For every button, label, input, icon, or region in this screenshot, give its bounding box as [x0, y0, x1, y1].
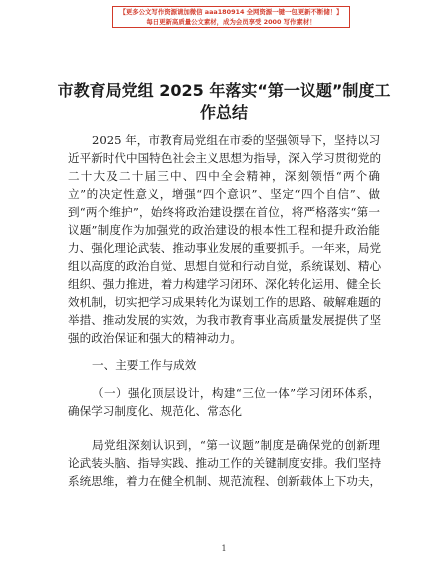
- paragraph-line: 到“两个维护”，始终将政治建设摆在首位，将严格落实“第一: [68, 205, 380, 219]
- paragraph-line: 议题”制度作为加强党的政治建设的根本性工程和提升政治能: [68, 223, 380, 237]
- paragraph-line: 二十大及二十届三中、四中全会精神，深刻领悟“两个确: [68, 169, 380, 183]
- paragraph-line: 举措、推动发展的实效，为我市教育事业高质量发展提供了坚: [68, 313, 382, 327]
- document-title-line-2: 作总结: [199, 103, 248, 122]
- paragraph-line: 组以高度的政治自觉、思想自觉和行动自觉，系统谋划、精心: [68, 259, 382, 273]
- section-heading: 一、主要工作与成效: [92, 358, 197, 372]
- promo-banner: [112, 6, 350, 28]
- paragraph-line: 2025 年，市教育局党组在市委的坚强领导下，坚持以习: [92, 133, 381, 147]
- subsection-heading-line: 确保学习制度化、规范化、常态化: [68, 404, 242, 418]
- paragraph-line: 组织、强力推进，着力构建学习闭环、深化转化运用、健全长: [68, 277, 382, 291]
- paragraph-line: 强的政治保证和强大的精神动力。: [68, 331, 242, 345]
- paragraph-line: 立”的决定性意义，增强“四个意识”、坚定“四个自信”、做: [68, 187, 380, 201]
- subsection-heading-line: （一）强化顶层设计，构建“三位一体”学习闭环体系，: [92, 386, 380, 400]
- paragraph-line: 系统思维，着力在健全机制、规范流程、创新载体上下功夫，: [68, 474, 382, 488]
- paragraph-line: 论武装头脑、指导实践、推动工作的关键制度安排。我们坚持: [68, 456, 382, 470]
- page-number: 1: [221, 544, 227, 553]
- paragraph-line: 力、强化理论武装、推动事业发展的重要抓手。一年来，局党: [68, 241, 382, 255]
- paragraph-line: 近平新时代中国特色社会主义思想为指导，深入学习贯彻党的: [68, 151, 382, 165]
- document-title-line-1: 市教育局党组 2025 年落实“第一议题”制度工: [57, 81, 391, 100]
- promo-line-2: 每日更新高质量公文素材，成为会员享受 2000 写作素材！: [146, 18, 316, 26]
- promo-line-1: 【更多公文写作资源请加微信 aaa180914 全网资源一键一包更新不断储！】: [119, 8, 343, 16]
- paragraph-line: 局党组深刻认识到，“第一议题”制度是确保党的创新理: [92, 438, 380, 452]
- paragraph-line: 效机制，切实把学习成果转化为谋划工作的思路、破解难题的: [68, 295, 382, 309]
